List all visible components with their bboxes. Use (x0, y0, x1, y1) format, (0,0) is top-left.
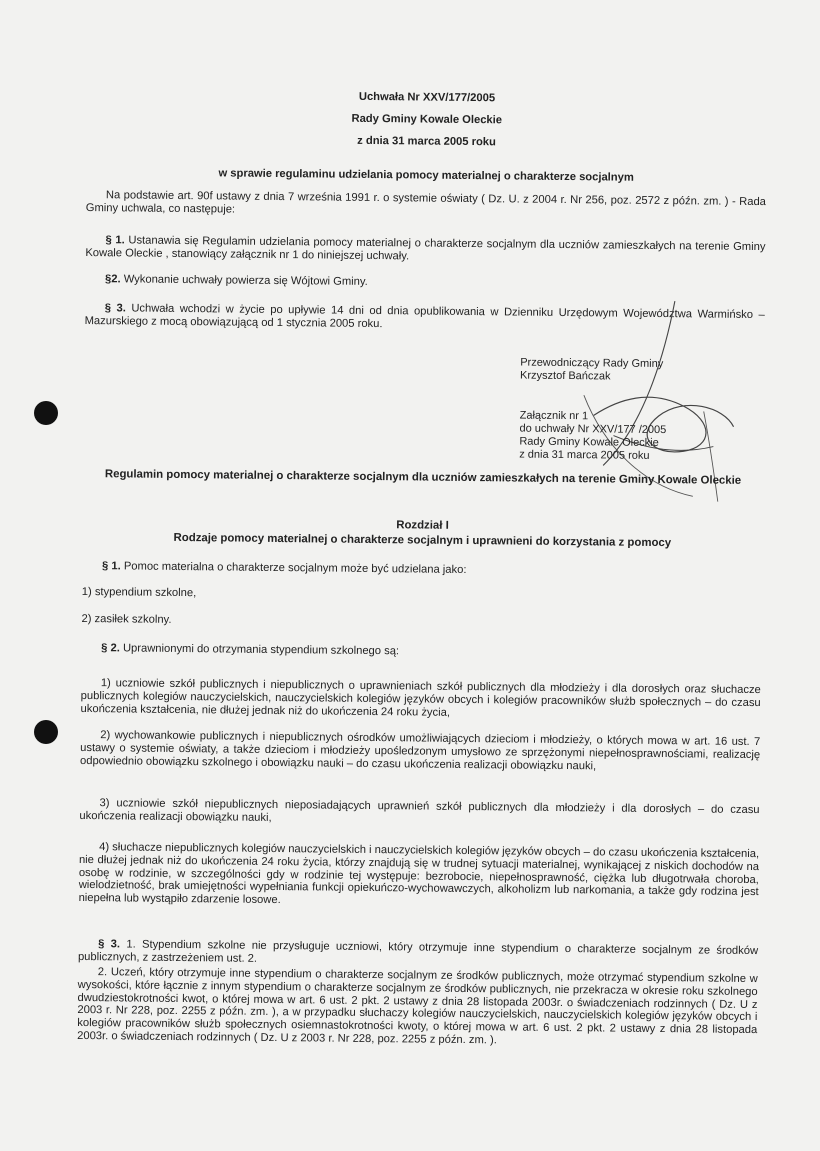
section-2 (105, 273, 765, 293)
paragraph-3-point-1-text: 1. Stypendium szkolne nie przysługuje uczniowi, który otrzymuje inne stypendium o charakterze socjalnym ze środków publicznych, z zastrzeżeniem ust. 2. (77, 938, 759, 965)
resolution-date: z dnia 31 marca 2005 roku (357, 134, 496, 149)
regulation-title: Regulamin pomocy materialnej o charakterze socjalnym dla uczniów zamieszkałych na terenie Gminy Kowale Oleckie (104, 468, 742, 487)
paragraph-3-mark: § 3. (98, 938, 121, 951)
signatory-name: Krzysztof Bańczak (520, 369, 611, 383)
paragraph-2-text: Uprawnionymi do otrzymania stypendium szkolnego są: (122, 642, 400, 658)
chapter-title: Rodzaje pomocy materialnej o charakterze socjalnym i uprawnieni do korzystania z pomocy (173, 531, 672, 550)
paragraph-2-mark: § 2. (101, 642, 120, 655)
list-item: 2) wychowankowie publicznych i niepublicznych ośrodków umożliwiających dzieciom i młodzieży, o których mowa w art. 16 ust. 7 ustawy o systemie oświaty, a także dzieciom i młodzieży upośledzonym umysłowo ze sprzężonymi niepełnosprawnościami, realizację odpowiednio obowiązku szkolnego i obowiązku nauki – do czasu ukończenia realizacji obowiązku nauki, (79, 729, 761, 772)
list-item: 3) uczniowie szkół niepublicznych nieposiadających uprawnień szkół publicznych dla młodzieży i dla dorosłych – do czasu ukończenia realizacji obowiązku nauki, (79, 797, 760, 824)
list-item: 1) stypendium szkolne, (81, 585, 197, 600)
attachment-number: Załącznik nr 1 (519, 409, 589, 423)
paragraph-1-mark: § 1. (102, 560, 121, 573)
council-name: Rady Gminy Kowale Oleckie (351, 112, 503, 127)
paragraph-2 (101, 642, 761, 662)
resolution-number: Uchwała Nr XXV/177/2005 (358, 90, 496, 105)
paragraph-3-point-2: 2. Uczeń, który otrzymuje inne stypendium o charakterze socjalnym ze środków publicznych, może otrzymać stypendium szkolne w wysokości, które łącznie z innym stypendium o charakterze socjalnym ze środków publicznych, nie przekracza w okresie roku szkolnego dwudziestokrotności kwot, o której mowa w art. 6 ust. 2 pkt. 2 ustawy z dnia 28 listopada 2003r. o świadczeniach rodzinnych ( Dz. U z 2003 r. Nr 228, poz. 2255 z późn. zm. ), a w przypadku słuchaczy kolegiów nauczycielskich, nauczycielskich kolegiów języków obcych i kolegiów pracowników służb społecznych osiemnastokrotności kwoty, o której mowa w art. 6 ust. 2 pkt. 2 ustawy z dnia 28 listopada 2003r. o świadczeniach rodzinnych ( Dz. U z 2003 r. Nr 228, poz. 2255 z późn. zm. ). (77, 966, 758, 1047)
section-2-text: Wykonanie uchwały powierza się Wójtowi Gminy. (123, 273, 368, 288)
signatory-title: Przewodniczący Rady Gminy (520, 356, 664, 371)
chapter-number: Rozdział I (396, 519, 449, 532)
paragraph-1 (102, 560, 762, 580)
punch-hole-top (34, 401, 58, 425)
attachment-resolution: do uchwały Nr XXV/177 /2005 (519, 422, 667, 437)
list-item: 1) uczniowie szkół publicznych i niepublicznych o uprawnieniach szkół publicznych dla młodzieży i dla dorosłych oraz słuchacze publicznych kolegiów nauczycielskich, nauczycielskich kolegiów języków obcych i kolegiów pracowników służb społecznych – do czasu ukończenia kształcenia, nie dłużej jednak niż do ukończenia 24 roku życia, (80, 677, 761, 719)
attachment-note (519, 410, 740, 464)
list-item: 4) słuchacze niepublicznych kolegiów nauczycielskich i nauczycielskich kolegiów języków obcych – do czasu ukończenia kształcenia, nie dłużej jednak niż do ukończenia 24 roku życia, którzy znajdują się w trudnej sytuacji materialnej, wynikającej z niskich dochodów na osobę w rodzinie, w szczególności gdy w rodzinie tej występuje: bezrobocie, niepełnosprawność, ciężka lub długotrwała choroba, wielodzietność, brak umiejętności wypełniania funkcji opiekuńczo-wychowawczych, alkoholizm lub narkomania, a także gdy rodzina jest niepełna lub wystąpiło zdarzenie losowe. (78, 841, 760, 907)
punch-hole-bottom (34, 720, 58, 744)
attachment-council: Rady Gminy Kowale Oleckie (519, 435, 659, 450)
list-item: 2) zasiłek szkolny. (81, 612, 172, 626)
section-1 (85, 234, 765, 267)
section-3-mark: § 3. (104, 302, 126, 315)
section-1-mark: § 1. (105, 234, 125, 247)
paragraph-3-point-1 (78, 938, 758, 971)
section-2-mark: §2. (105, 273, 121, 286)
paragraph-1-text: Pomoc materialna o charakterze socjalnym może być udzielana jako: (123, 560, 467, 576)
legal-basis: Na podstawie art. 90f ustawy z dnia 7 września 1991 r. o systemie oświaty ( Dz. U. z 2004 r. Nr 256, poz. 2572 z późn. zm. ) - Rada Gminy uchwala, co następuje: (85, 189, 766, 216)
section-3-text: Uchwała wchodzi w życie po upływie 14 dni od dnia opublikowania w Dzienniku Urzędowym Województwa Warmińsko – Mazurskiego z mocą obowiązującą od 1 stycznia 2005 roku. (84, 302, 765, 330)
resolution-subject: w sprawie regulaminu udzielania pomocy materialnej o charakterze socjalnym (218, 167, 634, 184)
section-1-text: Ustanawia się Regulamin udzielania pomocy materialnej o charakterze socjalnym dla uczniów zamieszkałych na terenie Gminy Kowale Oleckie , stanowiący załącznik nr 1 do niniejszej uchwały. (85, 234, 766, 263)
document-body (77, 0, 768, 1047)
attachment-date: z dnia 31 marca 2005 roku (519, 448, 650, 462)
